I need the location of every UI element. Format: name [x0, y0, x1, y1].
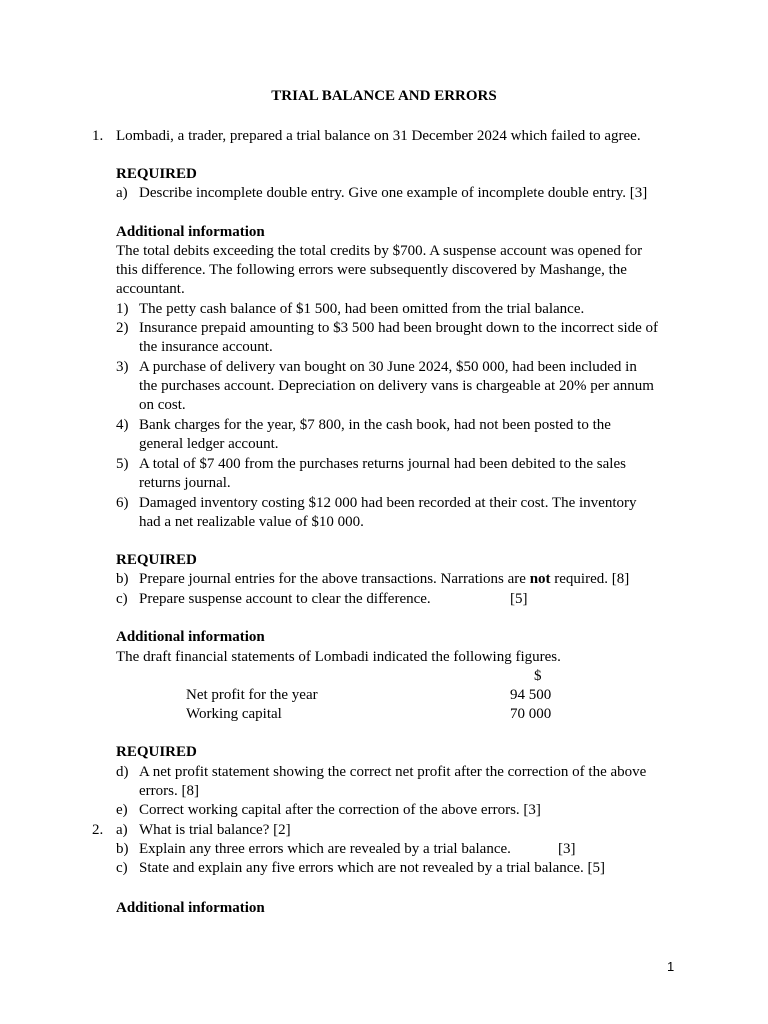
part-c-label: c): [116, 591, 128, 607]
page-number: 1: [667, 959, 675, 974]
error-item-text: on cost.: [139, 397, 186, 413]
part-b-text: [139, 570, 629, 589]
part-d-text: A net profit statement showing the correct net profit after the correction of the above: [139, 764, 647, 780]
q2-part-c-label: c): [116, 860, 128, 876]
q2-part-b-label: b): [116, 841, 129, 857]
error-item-text: returns journal.: [139, 475, 231, 491]
error-item-text: had a net realizable value of $10 000.: [139, 514, 364, 530]
error-item-text: A purchase of delivery van bought on 30 June 2024, $50 000, had been included in: [139, 359, 637, 375]
figure-label: Working capital: [186, 706, 282, 722]
question-1-intro: Lombadi, a trader, prepared a trial balance on 31 December 2024 which failed to agree.: [116, 128, 641, 144]
figure-value: 94 500: [510, 687, 552, 703]
required-heading-1: REQUIRED: [116, 166, 197, 182]
required-heading-2: REQUIRED: [116, 552, 197, 568]
q2-part-b-text: Explain any three errors which are revealed by a trial balance.: [139, 841, 511, 857]
currency-header: $: [534, 668, 542, 684]
error-item-text: Damaged inventory costing $12 000 had been recorded at their cost. The inventory: [139, 495, 637, 511]
figure-label: Net profit for the year: [186, 687, 318, 703]
error-item-text: The petty cash balance of $1 500, had been omitted from the trial balance.: [139, 301, 585, 317]
figure-value: 70 000: [510, 706, 552, 722]
additional-info-line: accountant.: [116, 281, 185, 297]
part-d-label: d): [116, 764, 129, 780]
q2-part-a-text: What is trial balance? [2]: [139, 822, 291, 838]
part-b-text-start: Prepare journal entries for the above transactions. Narrations are: [139, 571, 530, 587]
additional-info-line: this difference. The following errors were subsequently discovered by Mashange, the: [116, 262, 627, 278]
q2-part-c-text: State and explain any five errors which are not revealed by a trial balance. [5]: [139, 860, 606, 876]
error-item-text: the purchases account. Depreciation on delivery vans is chargeable at 20% per annum: [139, 378, 654, 394]
error-item-number: 4): [116, 417, 129, 433]
error-item-number: 2): [116, 320, 129, 336]
part-b-label: b): [116, 571, 129, 587]
error-item-number: 5): [116, 456, 129, 472]
part-e-label: e): [116, 802, 128, 818]
part-c-marks: [5]: [510, 591, 528, 607]
question-2-number: 2.: [92, 822, 104, 838]
part-a-label: a): [116, 185, 128, 201]
part-d-text: errors. [8]: [139, 783, 199, 799]
q2-part-b-marks: [3]: [558, 841, 576, 857]
error-item-text: the insurance account.: [139, 339, 273, 355]
figures-intro: The draft financial statements of Lombadi indicated the following figures.: [116, 649, 561, 665]
error-item-number: 6): [116, 495, 129, 511]
additional-info-line: The total debits exceeding the total credits by $700. A suspense account was opened for: [116, 243, 643, 259]
part-b-text-end: required. [8]: [550, 571, 630, 587]
required-heading-3: REQUIRED: [116, 744, 197, 760]
part-b-emphasis: not: [529, 571, 551, 587]
question-1-number: 1.: [92, 128, 104, 144]
part-c-text: Prepare suspense account to clear the difference.: [139, 591, 431, 607]
part-a-text: Describe incomplete double entry. Give one example of incomplete double entry. [3]: [139, 185, 648, 201]
additional-info-heading-1: Additional information: [116, 224, 265, 240]
error-item-number: 3): [116, 359, 129, 375]
page-title: TRIAL BALANCE AND ERRORS: [271, 88, 497, 104]
error-item-text: A total of $7 400 from the purchases returns journal had been debited to the sales: [139, 456, 626, 472]
error-item-text: general ledger account.: [139, 436, 279, 452]
additional-info-heading-3: Additional information: [116, 900, 265, 916]
additional-info-heading-2: Additional information: [116, 629, 265, 645]
part-e-text: Correct working capital after the correction of the above errors. [3]: [139, 802, 541, 818]
error-item-text: Bank charges for the year, $7 800, in the cash book, had not been posted to the: [139, 417, 611, 433]
q2-part-a-label: a): [116, 822, 128, 838]
error-item-number: 1): [116, 301, 129, 317]
error-item-text: Insurance prepaid amounting to $3 500 had been brought down to the incorrect side of: [139, 320, 659, 336]
